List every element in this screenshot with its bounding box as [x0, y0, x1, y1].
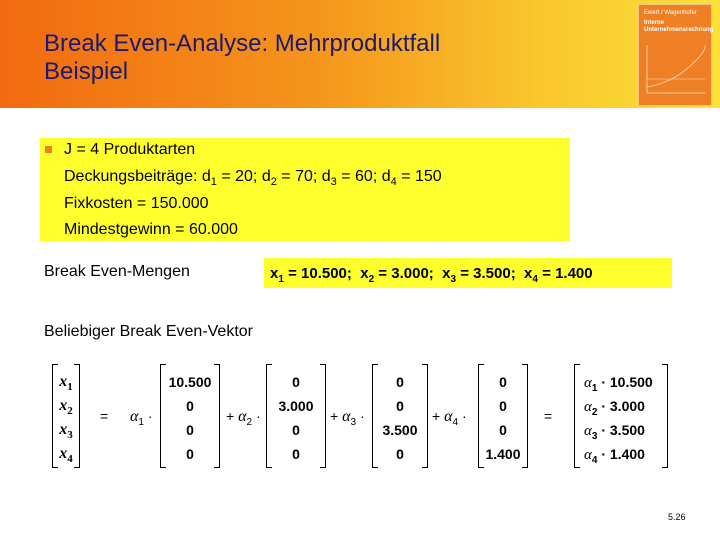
basis-vector-3: [372, 364, 428, 468]
db-value: = 60;: [336, 168, 382, 185]
db-value: = 150: [396, 168, 442, 185]
header-banner: [0, 0, 720, 108]
basis-vector-4: [478, 364, 528, 468]
vector-cell: 0: [499, 422, 507, 438]
product-count-line: [64, 140, 195, 160]
break-even-formula: $x_1 = 10.500$; $x_2 = 3.000$; $x_3 = 3.500$; $x_4 = 1.400$: [270, 265, 593, 285]
db-symbol: d: [321, 168, 331, 185]
vector-cell: 3.500: [382, 422, 418, 438]
alpha2-factor: + $\alpha_2$ ·: [226, 408, 261, 428]
x-entry: $x_1$: [59, 373, 73, 394]
page-number: 5.26: [668, 512, 686, 522]
db-symbol: d: [381, 168, 391, 185]
fixed-costs-text: Fixkosten = 150.000: [64, 195, 209, 212]
vector-cell: 0: [186, 446, 194, 462]
basis-vector-2: [266, 364, 326, 468]
min-profit-line: [64, 220, 238, 240]
result-cell: $\alpha_2 \cdot 3.000$: [584, 398, 645, 418]
be-index: 4: [532, 274, 538, 285]
be-index: 1: [278, 274, 284, 285]
db-index: 2: [270, 176, 277, 188]
book-author: Ewert / Wagenhofer: [644, 10, 697, 16]
be-var: x: [524, 265, 533, 282]
be-var: x: [442, 265, 451, 282]
vector-cell: 0: [499, 398, 507, 414]
contribution-margins-line: [64, 167, 442, 188]
result-cell: $\alpha_3 \cdot 3.500$: [584, 422, 645, 442]
vector-cell: 0: [186, 398, 194, 414]
bullet-square-icon: [45, 146, 52, 153]
vector-cell: 0: [186, 422, 194, 438]
equals-sign: =: [100, 408, 109, 424]
page-title: [44, 30, 604, 86]
vector-cell: 0: [396, 374, 404, 390]
alpha4-factor: + $\alpha_4$ ·: [432, 408, 467, 428]
be-value: 3.000;: [391, 265, 434, 282]
db-index: 3: [330, 176, 337, 188]
x-entry: $x_2$: [59, 397, 73, 418]
be-value: 1.400: [555, 265, 593, 282]
title-line-1: Break Even-Analyse: Mehrproduktfall: [44, 30, 441, 57]
product-count-text: J = 4 Produktarten: [64, 141, 196, 158]
x-entry: $x_4$: [59, 445, 73, 466]
vector-cell: 0: [292, 422, 300, 438]
min-profit-text: Mindestgewinn = 60.000: [64, 221, 238, 238]
vector-cell: 0: [499, 374, 507, 390]
alpha1-factor: $\alpha_1$ ·: [130, 408, 153, 428]
basis-vector-1: [160, 364, 220, 468]
vector-cell: 0: [292, 374, 300, 390]
result-cell: $\alpha_4 \cdot 1.400$: [584, 446, 645, 466]
result-vector: [574, 364, 668, 468]
db-symbol: d: [201, 168, 211, 185]
db-value: = 20;: [216, 168, 262, 185]
db-prefix: Deckungsbeiträge:: [64, 168, 202, 185]
vector-cell: 0: [396, 398, 404, 414]
vector-cell: 10.500: [168, 374, 212, 390]
be-var: x: [360, 265, 369, 282]
x-vector: [52, 364, 80, 468]
title-line-2: Beispiel: [44, 58, 129, 85]
be-value: 10.500;: [301, 265, 352, 282]
book-title-line-1: Interne: [644, 20, 665, 26]
fixed-costs-line: [64, 194, 209, 214]
break-even-vector-label: Beliebiger Break Even-Vektor: [44, 323, 253, 340]
be-index: 2: [368, 274, 375, 285]
x-entry: $x_3$: [59, 421, 73, 442]
db-index: 1: [210, 176, 217, 188]
vector-cell: 0: [396, 446, 404, 462]
result-cell: $\alpha_1 \cdot 10.500$: [584, 374, 653, 394]
break-even-vector-equation: [40, 364, 680, 470]
be-var: x: [270, 265, 279, 282]
vector-cell: 0: [292, 446, 300, 462]
equals-sign: =: [544, 408, 553, 424]
db-symbol: d: [261, 168, 271, 185]
book-cover-image: [638, 4, 712, 106]
be-index: 3: [450, 274, 457, 285]
break-even-label: Break Even-Mengen: [44, 263, 190, 280]
db-index: 4: [390, 176, 397, 188]
vector-cell: 1.400: [485, 446, 521, 462]
book-title-line-2: Unternehmensrechnung: [644, 27, 714, 33]
book-cover-graph-icon: [641, 37, 709, 103]
db-value: = 70;: [276, 168, 322, 185]
vector-cell: 3.000: [278, 398, 314, 414]
alpha3-factor: + $\alpha_3$ ·: [330, 408, 365, 428]
be-value: 3.500;: [473, 265, 516, 282]
